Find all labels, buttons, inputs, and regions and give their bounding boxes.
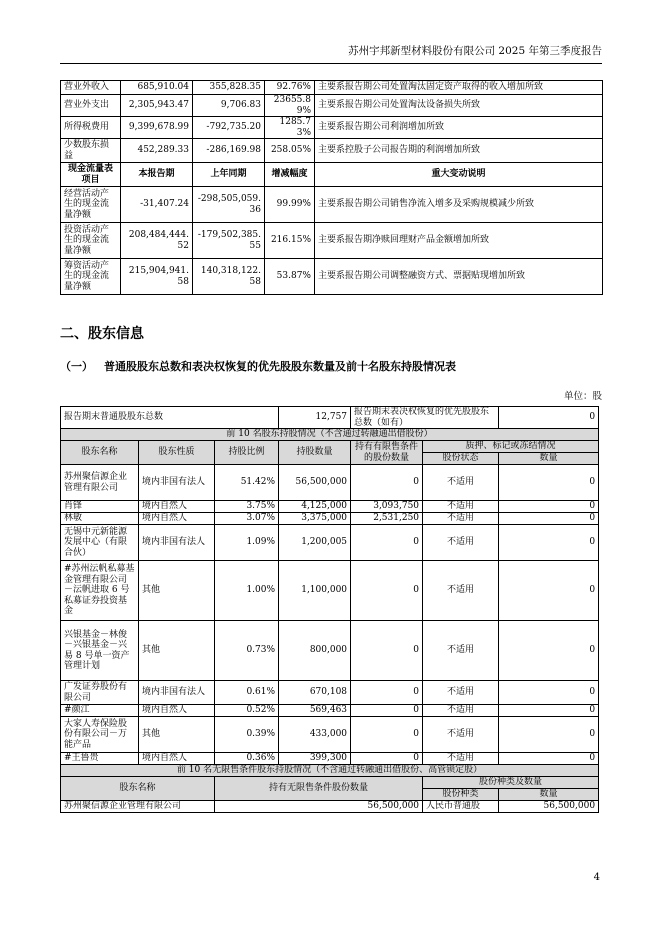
change-cell: 216.15% bbox=[265, 223, 315, 259]
change-cell: 92.76% bbox=[265, 81, 315, 95]
holder-nature-cell: 境内自然人 bbox=[139, 753, 215, 765]
current-value-cell: 9,399,678.99 bbox=[121, 117, 193, 139]
variance-row bbox=[61, 187, 603, 223]
prior-value-cell: 140,318,122.58 bbox=[193, 259, 265, 295]
holder-ratio-cell: 51.42% bbox=[215, 465, 279, 501]
holder-name-cell: #颜江 bbox=[61, 705, 139, 717]
holder-nature-cell: 其他 bbox=[139, 561, 215, 621]
change-cell: 1285.73% bbox=[265, 117, 315, 139]
top10-title-row bbox=[61, 429, 599, 441]
variance-top-rows bbox=[61, 81, 603, 163]
prior-value-cell: -792,735.20 bbox=[193, 117, 265, 139]
change-cell: 258.05% bbox=[265, 139, 315, 163]
total-holders-value: 12,757 bbox=[279, 407, 351, 429]
cashflow-header-change: 增减幅度 bbox=[265, 163, 315, 187]
holder-name-cell: 肖锋 bbox=[61, 501, 139, 513]
unrestricted-title: 前 10 名无限售条件股东持股情况（不含通过转融通出借股份、高管锁定股） bbox=[61, 765, 599, 777]
holder-restricted-cell: 2,531,250 bbox=[351, 513, 423, 525]
holder-pledge-qty-cell: 0 bbox=[499, 513, 599, 525]
item-cell: 投资活动产生的现金流量净额 bbox=[61, 223, 121, 259]
cashflow-header-item: 现金流量表项目 bbox=[61, 163, 121, 187]
reason-cell: 主要系报告期公司利润增加所致 bbox=[315, 117, 603, 139]
item-cell: 经营活动产生的现金流量净额 bbox=[61, 187, 121, 223]
holder-nature-cell: 其他 bbox=[139, 717, 215, 753]
holder-ratio-cell: 0.61% bbox=[215, 681, 279, 705]
holder-nature-cell: 境内非国有法人 bbox=[139, 465, 215, 501]
holder-name-cell: #苏州沄帆私募基金管理有限公司－沄帆进取 6 号私募证券投资基金 bbox=[61, 561, 139, 621]
holder-pledge-qty-cell: 0 bbox=[499, 525, 599, 561]
holder-nature-cell: 境内非国有法人 bbox=[139, 525, 215, 561]
cashflow-header-current: 本报告期 bbox=[121, 163, 193, 187]
holder-pledge-qty-cell: 0 bbox=[499, 681, 599, 705]
holder-restricted-cell: 0 bbox=[351, 621, 423, 681]
reason-cell: 主要系报告期净赎回理财产品金额增加所致 bbox=[315, 223, 603, 259]
unrestricted-header-row-1 bbox=[61, 777, 599, 789]
holder-nature-cell: 境内非国有法人 bbox=[139, 681, 215, 705]
holder-pledge-status-cell: 不适用 bbox=[423, 621, 499, 681]
holder-qty-cell: 399,300 bbox=[279, 753, 351, 765]
unrestricted-qty-cell: 56,500,000 bbox=[215, 801, 423, 813]
holder-restricted-cell: 0 bbox=[351, 465, 423, 501]
page-number: 4 bbox=[593, 872, 600, 883]
holder-name-cell: 广发证券股份有限公司 bbox=[61, 681, 139, 705]
total-holders-row bbox=[61, 407, 599, 429]
holder-qty-cell: 569,463 bbox=[279, 705, 351, 717]
holder-nature-cell: 境内自然人 bbox=[139, 501, 215, 513]
unrestricted-header-type-qty: 数量 bbox=[499, 789, 599, 801]
unrestricted-header-name: 股东名称 bbox=[61, 777, 215, 801]
holders-header-row-1 bbox=[61, 441, 599, 453]
unrestricted-title-row bbox=[61, 765, 599, 777]
page-header bbox=[60, 44, 602, 64]
holder-ratio-cell: 0.36% bbox=[215, 753, 279, 765]
current-value-cell: 208,484,444.52 bbox=[121, 223, 193, 259]
holder-ratio-cell: 0.73% bbox=[215, 621, 279, 681]
holder-qty-cell: 1,100,000 bbox=[279, 561, 351, 621]
header-qty: 持股数量 bbox=[279, 441, 351, 465]
holder-name-cell: #王鲁贵 bbox=[61, 753, 139, 765]
holder-row bbox=[61, 753, 599, 765]
header-pledge-status: 股份状态 bbox=[423, 453, 499, 465]
holder-name-cell: 兴银基金－林俊－兴银基金－兴易 8 号单一资产管理计划 bbox=[61, 621, 139, 681]
unrestricted-header-type-group: 股份种类及数量 bbox=[423, 777, 599, 789]
item-cell: 营业外收入 bbox=[61, 81, 121, 95]
holder-restricted-cell: 3,093,750 bbox=[351, 501, 423, 513]
prior-value-cell: -298,505,059.36 bbox=[193, 187, 265, 223]
change-cell: 23655.89% bbox=[265, 95, 315, 117]
cashflow-header-prior: 上年同期 bbox=[193, 163, 265, 187]
holder-pledge-qty-cell: 0 bbox=[499, 561, 599, 621]
holder-pledge-status-cell: 不适用 bbox=[423, 465, 499, 501]
subsection-number: （一） bbox=[60, 360, 93, 373]
reason-cell: 主要系报告期公司处置淘汰固定资产取得的收入增加所致 bbox=[315, 81, 603, 95]
holder-qty-cell: 800,000 bbox=[279, 621, 351, 681]
current-value-cell: 2,305,943.47 bbox=[121, 95, 193, 117]
unrestricted-header-qty: 持有无限售条件股份数量 bbox=[215, 777, 423, 801]
prior-value-cell: -286,169.98 bbox=[193, 139, 265, 163]
header-restricted: 持有有限售条件的股份数量 bbox=[351, 441, 423, 465]
holder-pledge-qty-cell: 0 bbox=[499, 621, 599, 681]
item-cell: 筹资活动产生的现金流量净额 bbox=[61, 259, 121, 295]
prior-value-cell: -179,502,385.55 bbox=[193, 223, 265, 259]
holder-row bbox=[61, 513, 599, 525]
holder-pledge-qty-cell: 0 bbox=[499, 717, 599, 753]
holder-pledge-status-cell: 不适用 bbox=[423, 525, 499, 561]
variance-row bbox=[61, 95, 603, 117]
holder-row bbox=[61, 705, 599, 717]
holder-name-cell: 苏州聚信源企业管理有限公司 bbox=[61, 465, 139, 501]
holder-restricted-cell: 0 bbox=[351, 717, 423, 753]
holder-nature-cell: 境内自然人 bbox=[139, 513, 215, 525]
holder-pledge-status-cell: 不适用 bbox=[423, 681, 499, 705]
section-title: 二、股东信息 bbox=[60, 326, 144, 342]
prior-value-cell: 9,706.83 bbox=[193, 95, 265, 117]
holder-row bbox=[61, 561, 599, 621]
holder-pledge-status-cell: 不适用 bbox=[423, 717, 499, 753]
holder-qty-cell: 3,375,000 bbox=[279, 513, 351, 525]
holder-qty-cell: 433,000 bbox=[279, 717, 351, 753]
header-nature: 股东性质 bbox=[139, 441, 215, 465]
holder-row bbox=[61, 525, 599, 561]
holder-pledge-status-cell: 不适用 bbox=[423, 753, 499, 765]
holder-qty-cell: 670,108 bbox=[279, 681, 351, 705]
holder-nature-cell: 其他 bbox=[139, 621, 215, 681]
unit-label: 单位：股 bbox=[563, 391, 602, 402]
holder-ratio-cell: 3.75% bbox=[215, 501, 279, 513]
prior-value-cell: 355,828.35 bbox=[193, 81, 265, 95]
holder-ratio-cell: 1.00% bbox=[215, 561, 279, 621]
holder-pledge-qty-cell: 0 bbox=[499, 501, 599, 513]
holder-restricted-cell: 0 bbox=[351, 681, 423, 705]
change-cell: 53.87% bbox=[265, 259, 315, 295]
holders-rows bbox=[61, 465, 599, 765]
holder-pledge-qty-cell: 0 bbox=[499, 705, 599, 717]
holder-pledge-status-cell: 不适用 bbox=[423, 561, 499, 621]
subsection-text: 普通股股东总数和表决权恢复的优先股股东数量及前十名股东持股情况表 bbox=[104, 360, 456, 373]
current-value-cell: 452,289.33 bbox=[121, 139, 193, 163]
reason-cell: 主要系控股子公司报告期的利润增加所致 bbox=[315, 139, 603, 163]
holder-restricted-cell: 0 bbox=[351, 705, 423, 717]
holder-row bbox=[61, 465, 599, 501]
holder-pledge-qty-cell: 0 bbox=[499, 753, 599, 765]
holder-row bbox=[61, 681, 599, 705]
variance-row bbox=[61, 117, 603, 139]
variance-row bbox=[61, 139, 603, 163]
pref-holders-value: 0 bbox=[499, 407, 599, 429]
holder-name-cell: 大家人寿保险股份有限公司－万能产品 bbox=[61, 717, 139, 753]
item-cell: 所得税费用 bbox=[61, 117, 121, 139]
item-cell: 少数股东损益 bbox=[61, 139, 121, 163]
header-ratio: 持股比例 bbox=[215, 441, 279, 465]
report-title: 苏州宇邦新型材料股份有限公司 2025 年第三季度报告 bbox=[348, 45, 602, 57]
current-value-cell: 215,904,941.58 bbox=[121, 259, 193, 295]
holder-nature-cell: 境内自然人 bbox=[139, 705, 215, 717]
holder-qty-cell: 1,200,005 bbox=[279, 525, 351, 561]
unrestricted-name-cell: 苏州聚信源企业管理有限公司 bbox=[61, 801, 215, 813]
current-value-cell: -31,407.24 bbox=[121, 187, 193, 223]
item-cell: 营业外支出 bbox=[61, 95, 121, 117]
header-pledge-qty: 数量 bbox=[499, 453, 599, 465]
unrestricted-type-qty-cell: 56,500,000 bbox=[499, 801, 599, 813]
unrestricted-type-cell: 人民币普通股 bbox=[423, 801, 499, 813]
holder-ratio-cell: 0.39% bbox=[215, 717, 279, 753]
cashflow-rows bbox=[61, 187, 603, 295]
holder-name-cell: 无锡中元新能源发展中心（有限合伙） bbox=[61, 525, 139, 561]
unrestricted-header-type: 股份种类 bbox=[423, 789, 499, 801]
header-name: 股东名称 bbox=[61, 441, 139, 465]
top10-title: 前 10 名股东持股情况（不含通过转融通出借股份） bbox=[61, 429, 599, 441]
unrestricted-row bbox=[61, 801, 599, 813]
unrestricted-rows bbox=[61, 801, 599, 813]
reason-cell: 主要系报告期公司调整融资方式、票据贴现增加所致 bbox=[315, 259, 603, 295]
variance-row bbox=[61, 223, 603, 259]
holder-ratio-cell: 0.52% bbox=[215, 705, 279, 717]
cashflow-header-row bbox=[61, 163, 603, 187]
holder-row bbox=[61, 621, 599, 681]
holder-restricted-cell: 0 bbox=[351, 561, 423, 621]
holder-pledge-status-cell: 不适用 bbox=[423, 501, 499, 513]
holder-pledge-status-cell: 不适用 bbox=[423, 513, 499, 525]
cashflow-header-reason: 重大变动说明 bbox=[315, 163, 603, 187]
holder-row bbox=[61, 717, 599, 753]
holder-pledge-qty-cell: 0 bbox=[499, 465, 599, 501]
holder-pledge-status-cell: 不适用 bbox=[423, 705, 499, 717]
header-pledge-group: 质押、标记或冻结情况 bbox=[423, 441, 599, 453]
holder-ratio-cell: 1.09% bbox=[215, 525, 279, 561]
holder-restricted-cell: 0 bbox=[351, 525, 423, 561]
change-cell: 99.99% bbox=[265, 187, 315, 223]
total-holders-label: 报告期末普通股股东总数 bbox=[61, 407, 279, 429]
subsection-title bbox=[60, 360, 456, 374]
reason-cell: 主要系报告期公司处置淘汰设备损失所致 bbox=[315, 95, 603, 117]
current-value-cell: 685,910.04 bbox=[121, 81, 193, 95]
variance-table bbox=[60, 80, 603, 295]
holder-qty-cell: 4,125,000 bbox=[279, 501, 351, 513]
holder-ratio-cell: 3.07% bbox=[215, 513, 279, 525]
holder-restricted-cell: 0 bbox=[351, 753, 423, 765]
shareholder-table bbox=[60, 406, 599, 813]
holder-qty-cell: 56,500,000 bbox=[279, 465, 351, 501]
pref-holders-label: 报告期末表决权恢复的优先股股东总数（如有） bbox=[351, 407, 499, 429]
reason-cell: 主要系报告期公司销售净流入增多及采购规模减少所致 bbox=[315, 187, 603, 223]
holder-row bbox=[61, 501, 599, 513]
holder-name-cell: 林敏 bbox=[61, 513, 139, 525]
variance-row bbox=[61, 259, 603, 295]
variance-row bbox=[61, 81, 603, 95]
